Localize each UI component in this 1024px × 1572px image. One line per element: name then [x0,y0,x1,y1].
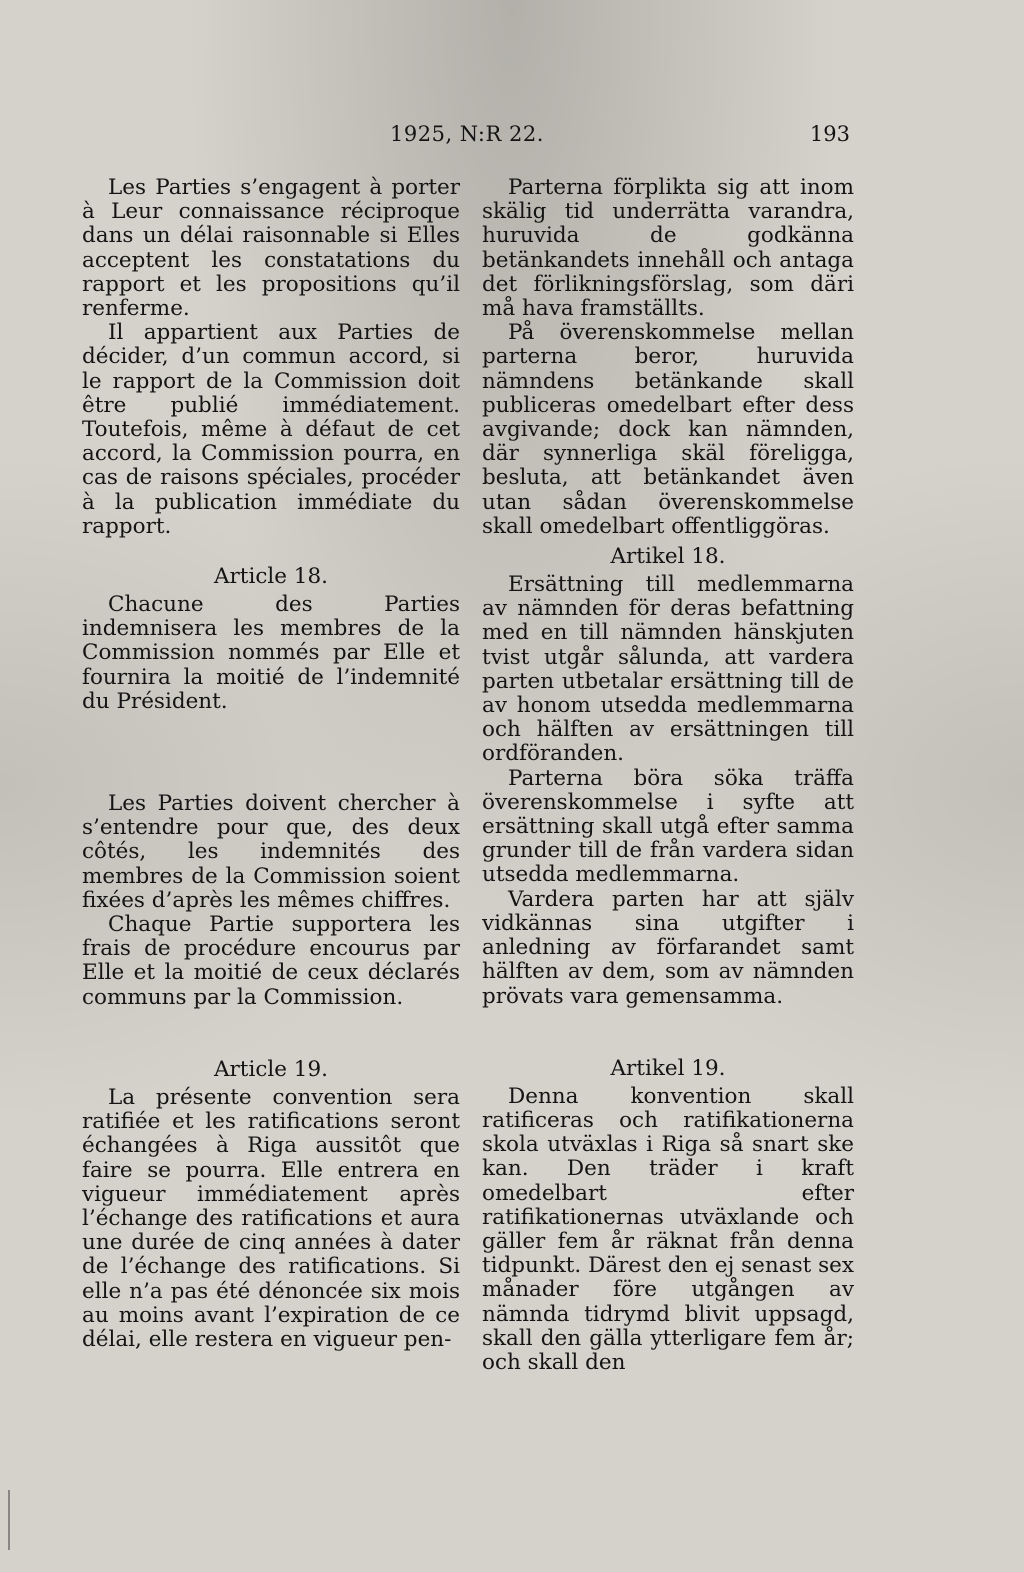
page-number: 193 [809,122,850,146]
paragraph-sv-1: Parterna förplikta sig att inom skälig tid underrätta varandra, huruvida de godkänna betänkandets innehåll och antaga det förlikningsförslag, som däri må hava framställts. [482,175,854,322]
paragraph-fr-5: Chaque Partie supportera les frais de procédure encourus par Elle et la moitié de ceux déclarés communs par la Commission. [82,912,460,1010]
running-head: 1925, N:R 22. [390,122,544,146]
paragraph-sv-5: Vardera parten har att själv vidkännas sina utgifter i anledning av förfarandet samt hälften av dem, som av nämnden prövats vara gemensamma. [482,886,854,1009]
paragraph-fr-1: Les Parties s’engagent à porter à Leur connaissance réciproque dans un délai raisonnable si Elles acceptent les constatations du rapport et les propositions qu’il renferme. [82,175,460,322]
article-18-heading-fr: Article 18. [214,564,328,590]
article-18-heading-sv: Artikel 18. [610,544,726,570]
scan-edge-mark [8,1490,10,1550]
article-19-heading-fr: Article 19. [214,1056,328,1082]
paragraph-fr-6: La présente convention sera ratifiée et les ratifications seront échangées à Riga aussitôt que faire se pourra. Elle entrera en vigueur immédiatement après l’échange des ratifications et aura une durée de cinq années à dater de l’échange des ratifications. Si elle n’a pas été dénoncée six mois au moins avant l’expiration de ce délai, elle restera en vigueur pen- [82,1084,460,1352]
french-column [82,176,460,1352]
article-19-heading-sv: Artikel 19. [610,1055,726,1081]
page-header [0,122,1024,152]
paragraph-sv-6: Denna konvention skall ratificeras och ratifikationerna skola utväxlas i Riga så snart ske kan. Den träder i kraft omedelbart efter ratifikationernas utväxlande och gäller fem år räknat från denna tidpunkt. Därest den ej senast sex månader före utgången av nämnda tidrymd blivit uppsagd, skall den gälla ytterligare fem år; och skall den [482,1083,854,1375]
paragraph-fr-4: Les Parties doivent chercher à s’entendre pour que, des deux côtés, les indemnités des membres de la Commission soient fixées d’après les mêmes chiffres. [82,791,460,913]
swedish-column [482,176,854,1375]
paragraph-sv-3: Ersättning till medlemmarna av nämnden för deras befattning med en till nämnden hänskjuten tvist utgår sålunda, att vardera parten utbetalar ersättning till de av honom utsedda medlemmarna och hälften av ersättningen till ordföranden. [482,572,854,767]
paragraph-fr-2: Il appartient aux Parties de décider, d’un commun accord, si le rapport de la Commission doit être publié immédiatement. Toutefois, même à défaut de cet accord, la Commission pourra, en cas de raisons spéciales, procéder à la publication immédiate du rapport. [82,320,460,539]
paragraph-sv-4: Parterna böra söka träffa överenskommelse i syfte att ersättning skall utgå efter samma grunder till de från vardera sidan utsedda medlemmarna. [482,765,854,888]
paragraph-sv-2: På överenskommelse mellan parterna beror, huruvida nämndens betänkande skall publiceras omedelbart efter dess avgivande; dock kan nämnden, där synnerliga skäl föreligga, besluta, att betänkandet även utan sådan överenskommelse skall omedelbart offentliggöras. [482,320,854,539]
paragraph-fr-3: Chacune des Parties indemnisera les membres de la Commission nommés par Elle et fournira la moitié de l’indemnité du Président. [82,592,460,714]
